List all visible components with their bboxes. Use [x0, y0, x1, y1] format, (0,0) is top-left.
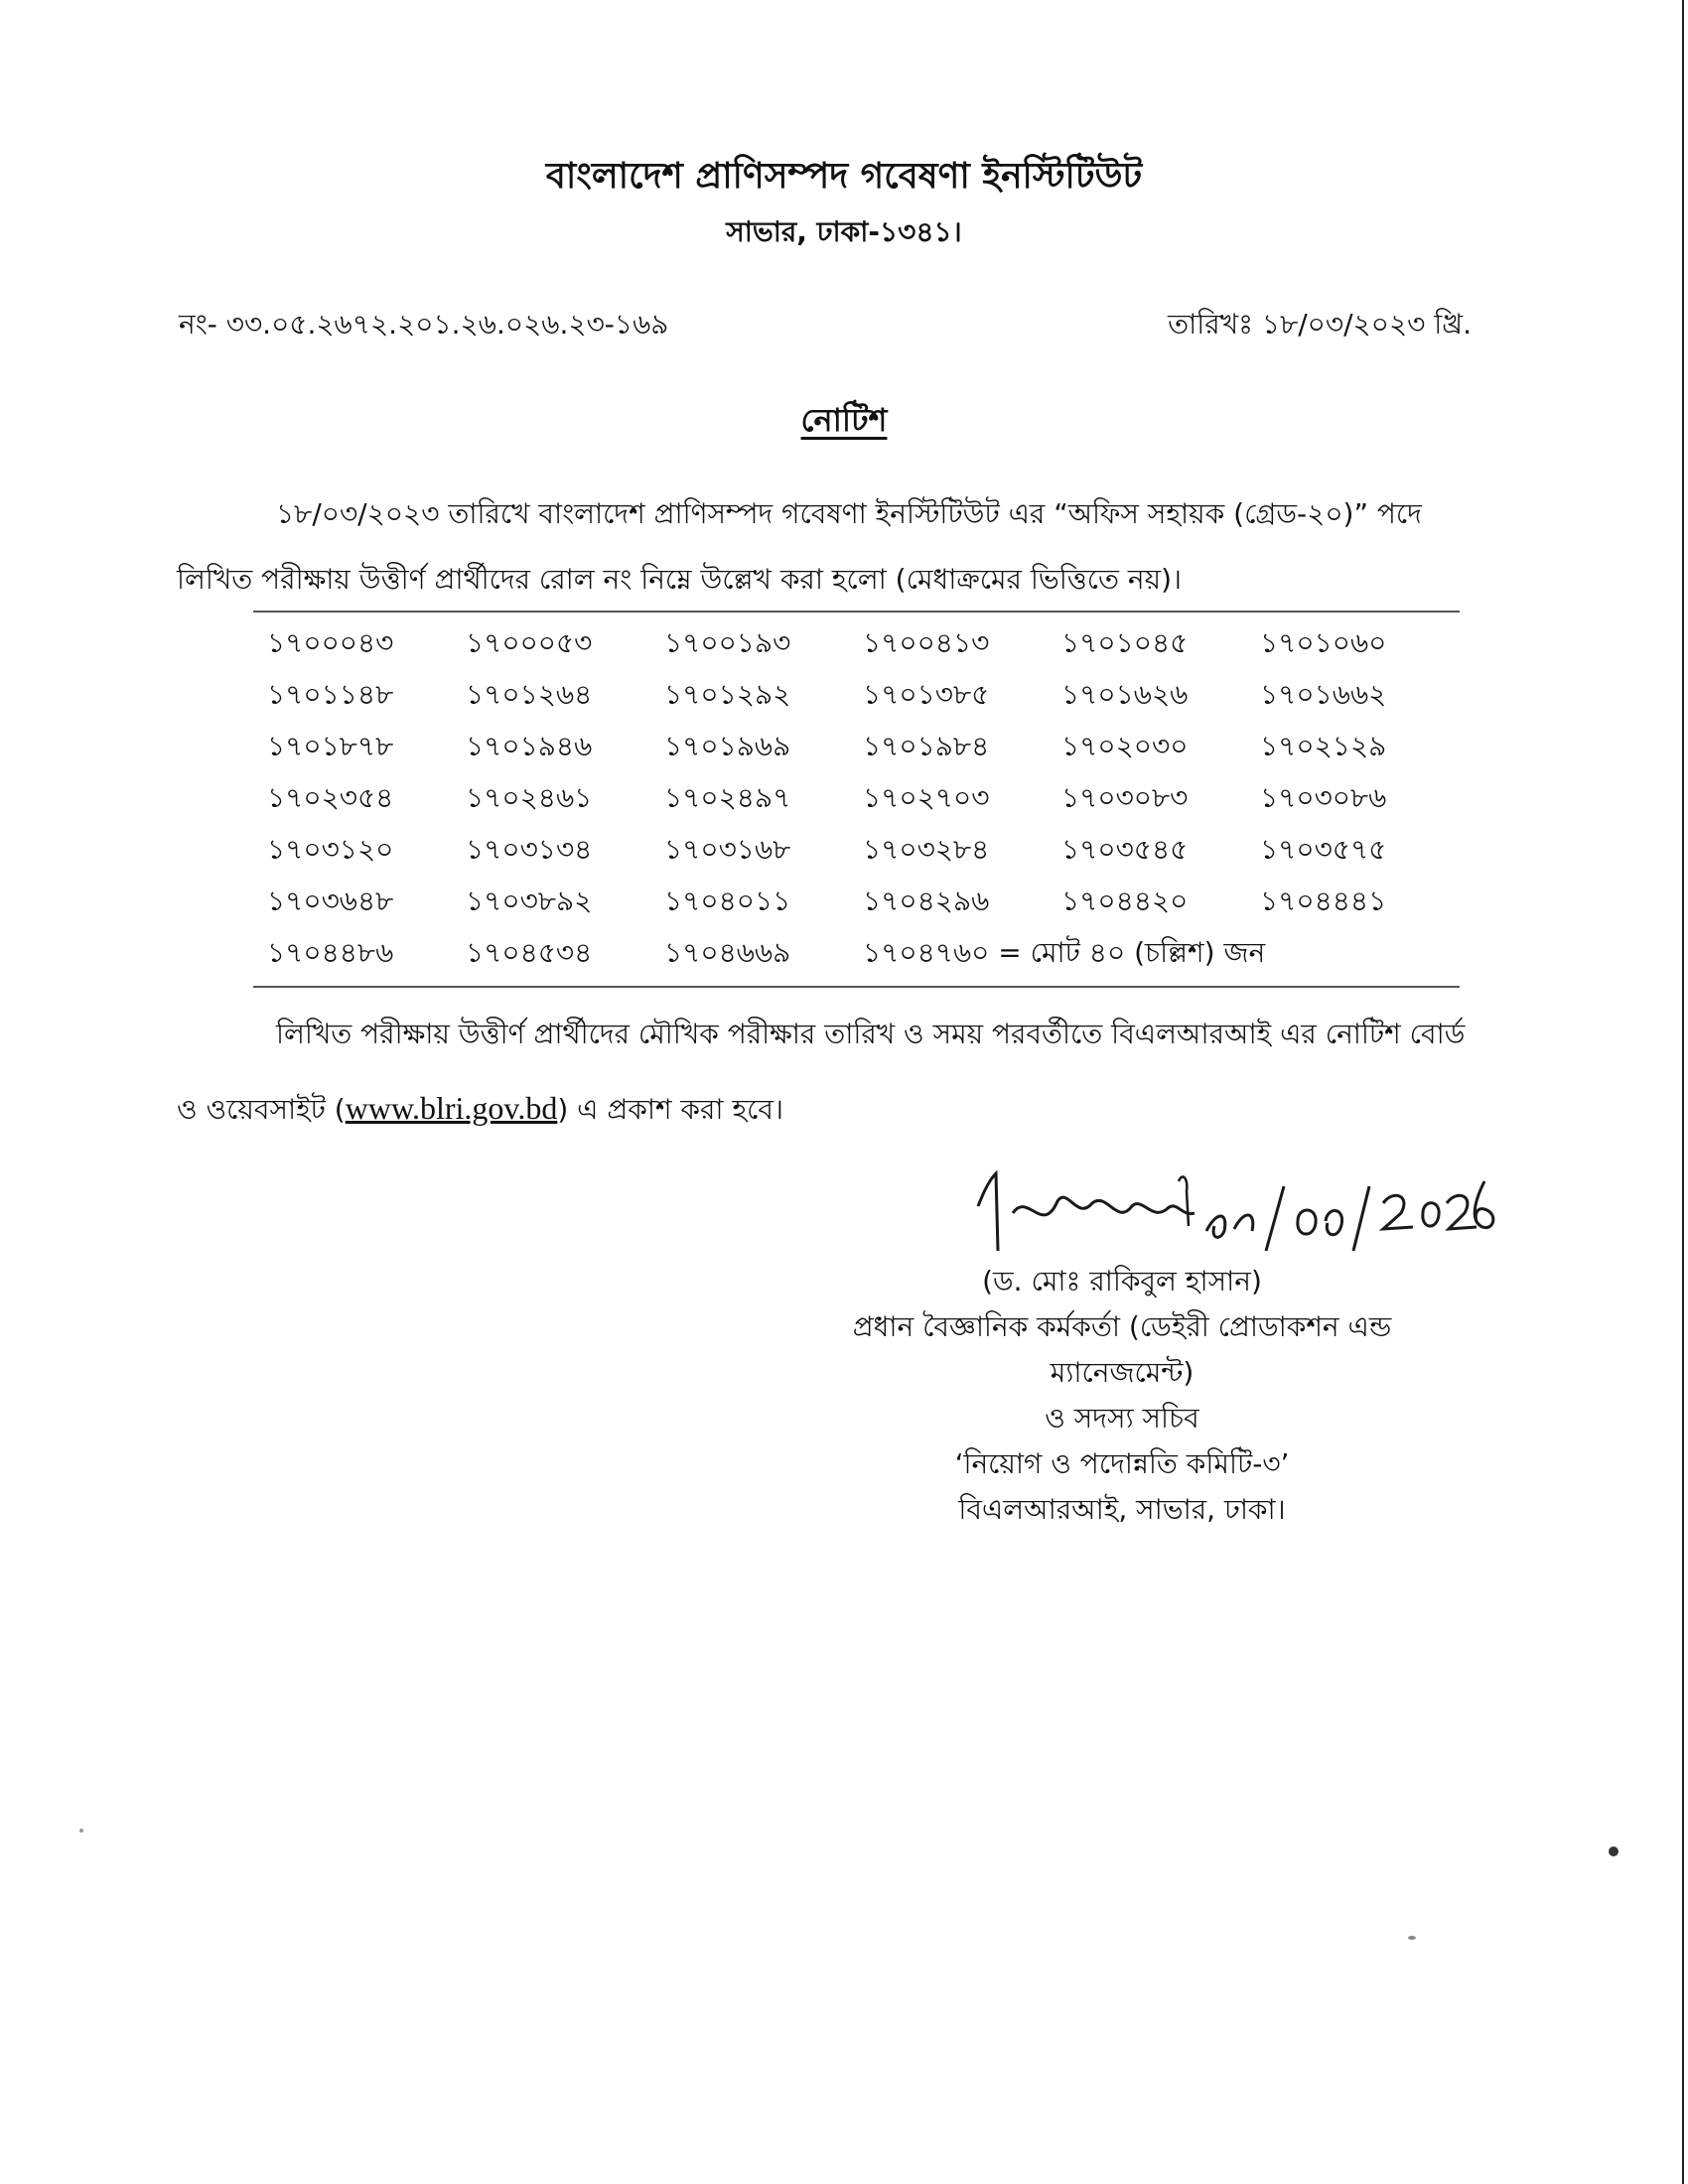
roll-number: ১৭০৩৫৭৫: [1260, 832, 1387, 866]
scan-speck: [1609, 1846, 1618, 1856]
roll-number: ১৭০১২৯২: [664, 677, 791, 711]
roll-number: ১৭০০৪১৩: [863, 625, 990, 659]
organization-name: বাংলাদেশ প্রাণিসম্পদ গবেষণা ইনস্টিটিউট: [545, 156, 1143, 197]
table-row: [253, 928, 1460, 980]
memo-number: নং- ৩৩.০৫.২৬৭২.২০১.২৬.০২৬.২৩-১৬৯: [179, 308, 669, 341]
signatory-office: বিএলআরআই, সাভার, ঢাকা।: [958, 1493, 1286, 1526]
notice-paragraph-2: [177, 998, 1477, 1147]
roll-number: ১৭০৩১৬৮: [664, 832, 791, 866]
roll-number: ১৭০৪৫৩৪: [466, 935, 593, 969]
roll-number: ১৭০২০৩০: [1061, 729, 1189, 762]
roll-number: ১৭০১০৪৫: [1061, 625, 1189, 659]
scan-speck: [1408, 1936, 1416, 1940]
roll-number: ১৭০১৬৬২: [1260, 677, 1387, 711]
roll-number: ১৭০৩১২০: [267, 832, 394, 866]
signatory-designation-cont: ম্যানেজমেন্ট): [1050, 1356, 1195, 1389]
table-row: [253, 773, 1460, 825]
committee-name: ‘নিয়োগ ও পদোন্নতি কমিটি-৩’: [954, 1447, 1290, 1480]
roll-number: ১৭০৩০৮৬: [1260, 780, 1387, 814]
signatory-block: [814, 1259, 1430, 1533]
scan-edge-line: [1682, 0, 1684, 2184]
table-row: [253, 618, 1460, 670]
roll-number: ১৭০৩০৮৩: [1061, 780, 1189, 814]
roll-number: ১৭০১৩৮৫: [863, 677, 990, 711]
roll-number: ১৭০১৬২৬: [1061, 677, 1189, 711]
signatory-designation: প্রধান বৈজ্ঞানিক কর্মকর্তা (ডেইরী প্রোডাকশন এন্ড: [852, 1310, 1392, 1343]
roll-number: ১৭০৩৮৯২: [466, 884, 593, 917]
paragraph-text-end: ) এ প্রকাশ করা হবে।: [557, 1093, 783, 1126]
roll-number: ১৭০১১৪৮: [267, 677, 394, 711]
notice-paragraph-1: ১৮/০৩/২০২৩ তারিখে বাংলাদেশ প্রাণিসম্পদ গবেষণা ইনস্টিটিউট এর “অফিস সহায়ক (গ্রেড-২০)” পদে লিখিত পরীক্ষায় উত্তীর্ণ প্রার্থীদের রোল নং নিম্নে উল্লেখ করা হলো (মেধাক্রমের ভিত্তিতে নয়)।: [177, 497, 1422, 596]
roll-number: ১৭০২৩৫৪: [267, 780, 394, 814]
table-row: [253, 877, 1460, 928]
memo-date: তারিখঃ ১৮/০৩/২০২৩ খ্রি.: [1168, 308, 1472, 341]
roll-number: ১৭০০০৪৩: [267, 625, 394, 659]
roll-number: ১৭০৩৫৪৫: [1061, 832, 1189, 866]
roll-number: ১৭০৩৬৪৮: [267, 884, 394, 917]
scan-speck: [79, 1829, 83, 1833]
paragraph-text: লিখিত পরীক্ষায় উত্তীর্ণ প্রার্থীদের মৌখিক পরীক্ষার তারিখ ও সময় পরবর্তীতে বিএলআরআই এর নোটিশ বোর্ড ও ওয়েবসাইট (: [177, 1018, 1466, 1126]
roll-number: ১৭০২১২৯: [1260, 729, 1387, 762]
roll-number: ১৭০২৪৬১: [466, 780, 593, 814]
roll-number: ১৭০১৮৭৮: [267, 729, 394, 762]
roll-number: ১৭০১০৬০: [1260, 625, 1387, 659]
roll-number: ১৭০১৯৬৯: [664, 729, 791, 762]
roll-number: ১৭০৩২৮৪: [863, 832, 990, 866]
roll-number: ১৭০১৯৪৬: [466, 729, 593, 762]
signatory-role: ও সদস্য সচিব: [1045, 1402, 1199, 1434]
handwritten-signature: [968, 1152, 1504, 1271]
notice-title: নোটিশ: [800, 401, 888, 439]
roll-number: ১৭০২৭০৩: [863, 780, 990, 814]
roll-number: ১৭০০০৫৩: [466, 625, 593, 659]
table-row: [253, 670, 1460, 722]
roll-number: ১৭০৩১৩৪: [466, 832, 593, 866]
table-row: [253, 825, 1460, 877]
notice-heading: [0, 395, 1688, 449]
website-link[interactable]: www.blri.gov.bd: [345, 1090, 558, 1126]
roll-number: ১৭০৪২৯৬: [863, 884, 990, 917]
roll-number: ১৭০৪৬৬৯: [664, 935, 791, 969]
signatory-name: (ড. মোঃ রাকিবুল হাসান): [982, 1265, 1262, 1297]
roll-number: ১৭০১৯৮৪: [863, 729, 990, 762]
roll-number: ১৭০১২৬৪: [466, 677, 593, 711]
roll-number: ১৭০৪৪৮৬: [267, 935, 394, 969]
roll-number: ১৭০৪০১১: [664, 884, 791, 917]
organization-address: সাভার, ঢাকা-১৩৪১।: [726, 215, 962, 248]
roll-number: ১৭০৪৪৪১: [1260, 884, 1387, 917]
roll-number: ১৭০০১৯৩: [664, 625, 791, 659]
roll-number-total: ১৭০৪৭৬০ = মোট ৪০ (চল্লিশ) জন: [863, 935, 1266, 969]
roll-number: ১৭০২৪৯৭: [664, 780, 791, 814]
table-row: [253, 722, 1460, 773]
roll-number-table: [253, 611, 1460, 988]
roll-number: ১৭০৪৪২০: [1061, 884, 1189, 917]
